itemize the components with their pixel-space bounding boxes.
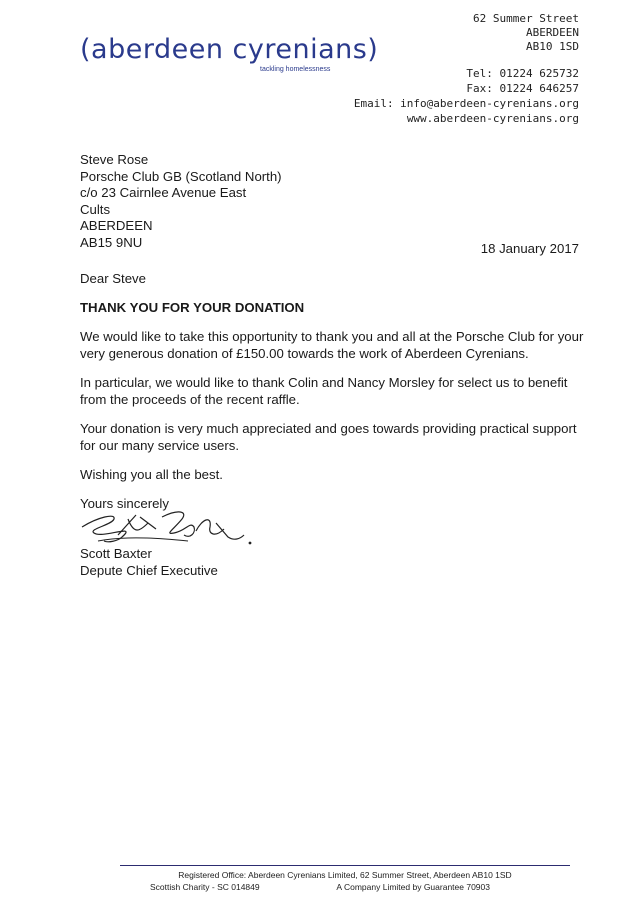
recipient-address [80, 152, 282, 251]
complimentary-close: Yours sincerely [80, 496, 169, 511]
body-paragraph: We would like to take this opportunity to thank you and all at the Porsche Club for your very generous donation of £150.00 towards the work of Aberdeen Cyrenians. [80, 329, 584, 361]
logo-tagline: tackling homelessness [260, 66, 331, 73]
telephone-number: Tel: 01224 625732 [466, 67, 579, 80]
signatory-name: Scott Baxter [80, 546, 152, 561]
recipient-postcode: AB15 9NU [80, 234, 143, 250]
logo-wordmark: (aberdeen cyrenians) [80, 34, 379, 65]
recipient-address-line: ABERDEEN [80, 218, 153, 233]
charity-number: Scottish Charity - SC 014849 [150, 882, 260, 892]
signatory-block [80, 545, 218, 579]
letter-subject: THANK YOU FOR YOUR DONATION [80, 300, 305, 315]
salutation: Dear Steve [80, 271, 146, 286]
recipient-address-line: c/o 23 Cairnlee Avenue East [80, 185, 247, 200]
email-address: Email: info@aberdeen-cyrenians.org [353, 97, 579, 110]
footer-registration [120, 881, 570, 893]
fax-number: Fax: 01224 646257 [466, 82, 579, 95]
recipient-address-line: Cults [80, 201, 111, 217]
registered-office: Registered Office: Aberdeen Cyrenians Limited, 62 Summer Street, Aberdeen AB10 1SD [178, 870, 512, 880]
body-paragraph: Your donation is very much appreciated and goes towards providing practical support for our many service users. [80, 421, 577, 453]
signatory-title: Depute Chief Executive [80, 563, 218, 578]
sender-address [473, 12, 579, 54]
letter-date: 18 January 2017 [480, 241, 579, 256]
recipient-name: Steve Rose [80, 152, 149, 167]
website-address: www.aberdeen-cyrenians.org [406, 112, 579, 125]
sender-address-line: ABERDEEN [526, 26, 579, 39]
sender-address-line: 62 Summer Street [473, 12, 579, 25]
sender-address-line: AB10 1SD [526, 40, 579, 53]
page-footer [120, 869, 570, 893]
letter-body [80, 270, 585, 524]
footer-divider [120, 865, 570, 866]
body-paragraph: Wishing you all the best. [80, 467, 223, 482]
company-number: A Company Limited by Guarantee 70903 [336, 882, 490, 892]
recipient-organization: Porsche Club GB (Scotland North) [80, 168, 282, 184]
sender-contact [354, 66, 579, 126]
body-paragraph: In particular, we would like to thank Colin and Nancy Morsley for select us to benefit from the proceeds of the recent raffle. [80, 375, 568, 407]
